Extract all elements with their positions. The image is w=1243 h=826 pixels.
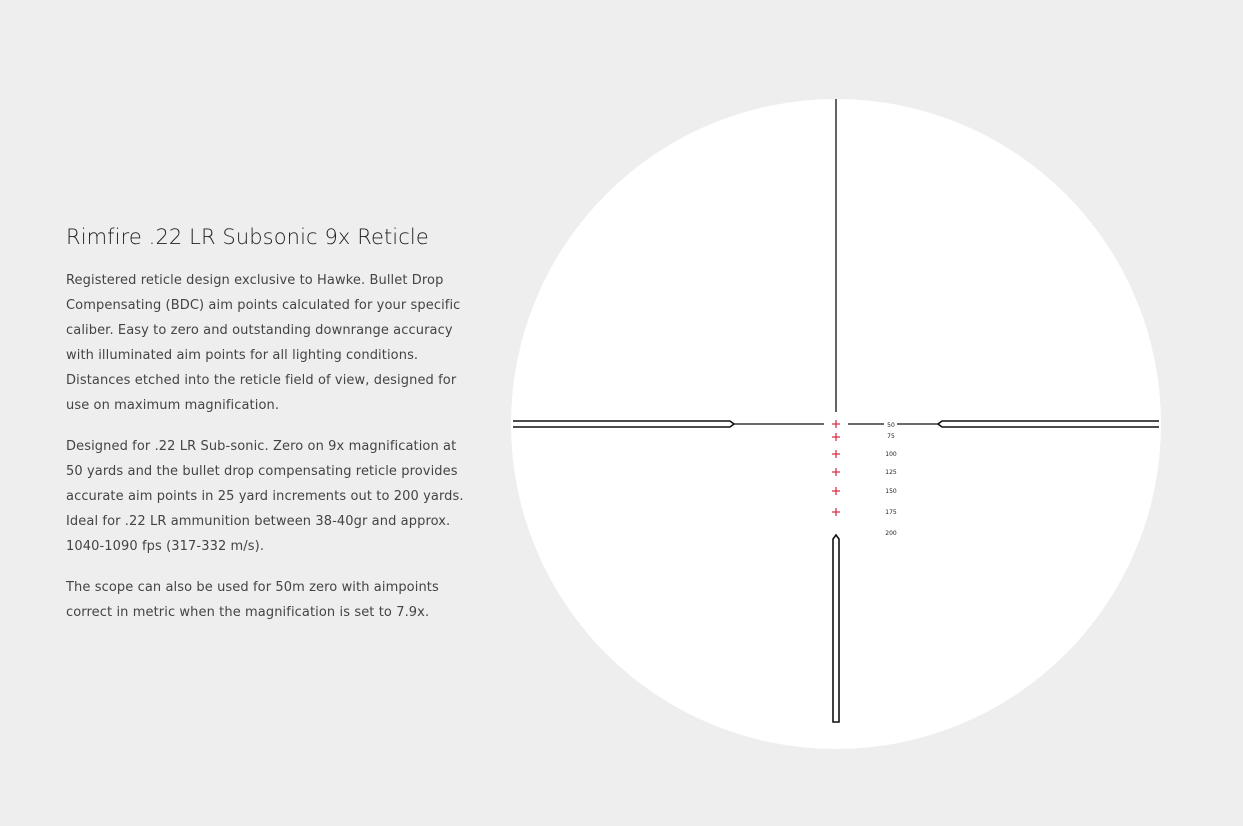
description-paragraph: Registered reticle design exclusive to Hawke. Bullet Drop Compensating (BDC) aim points calculated for your specific caliber. Easy to zero and outstanding downrange accuracy with illuminated aim points for all lighting conditions. Distances etched into the reticle field of view, designed for use on maximum magnification. [66,273,461,413]
reticle-diagram [511,99,1161,749]
distance-label: 200 [885,530,897,537]
distance-label: 50 [887,422,895,429]
description-paragraph: Designed for .22 LR Sub-sonic. Zero on 9x magnification at 50 yards and the bullet drop compensating reticle provides accurate aim points in 25 yard increments out to 200 yards. Ideal for .22 LR ammunition between 38-40gr and approx. 1040-1090 fps (317-332 m/s). [66,439,464,554]
page-title: Rimfire .22 LR Subsonic 9x Reticle [66,225,429,249]
distance-label: 100 [885,451,897,458]
distance-label: 175 [885,509,897,516]
reticle-bottom-post [833,535,839,722]
reticle-svg [511,99,1161,749]
distance-label: 150 [885,488,897,495]
reticle-right-post [938,421,1159,427]
description-paragraph: The scope can also be used for 50m zero with aimpoints correct in metric when the magnification is set to 7.9x. [66,580,439,620]
description-panel [66,222,466,641]
reticle-left-post [513,421,734,427]
distance-label: 75 [887,433,895,440]
distance-label: 125 [885,469,897,476]
